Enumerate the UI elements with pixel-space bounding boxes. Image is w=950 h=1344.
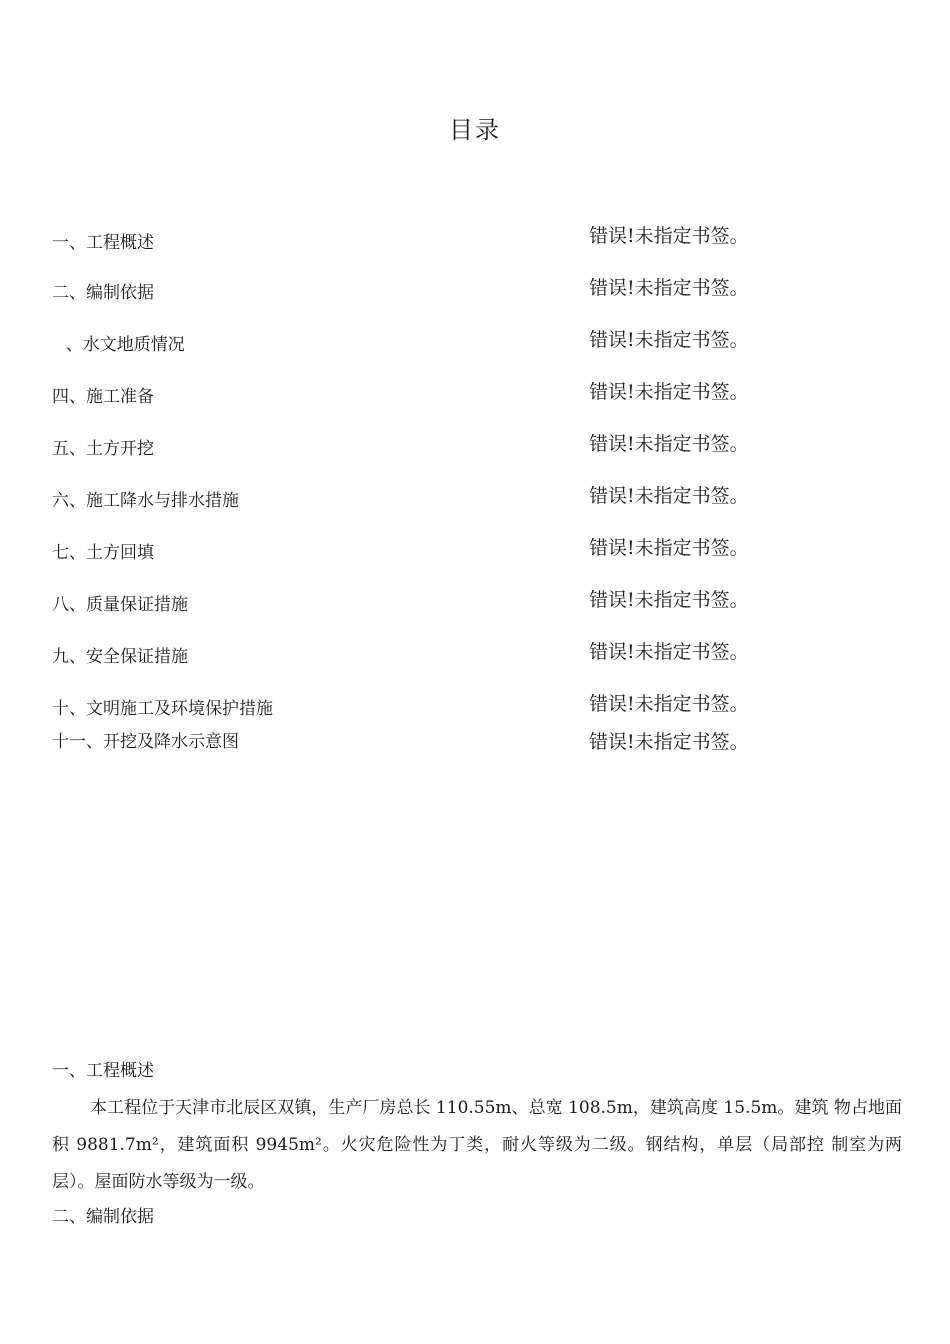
toc-entry[interactable] (0, 590, 950, 620)
toc-entry[interactable] (0, 538, 950, 568)
overview-paragraph (52, 1090, 902, 1201)
overview-paragraph-text: 本工程位于天津市北辰区双镇，生产厂房总长 110.55m、总宽 108.5m，建筑高度 15.5m。建筑 物占地面积 9881.7m²，建筑面积 9945m²。火灾危险性为丁类，耐火等级为二级。钢结构，单层（局部控 制室为两层）。屋面防水等级为一级。 (52, 1098, 902, 1192)
toc-entry-label: 九、安全保证措施 (52, 647, 188, 667)
toc-entry-label: 、水文地质情况 (55, 335, 185, 355)
toc-entry-label: 十、文明施工及环境保护措施 (52, 699, 273, 719)
toc-entry-label: 八、质量保证措施 (52, 595, 188, 615)
toc-entry[interactable] (0, 382, 950, 412)
toc-entry-page: 错误!未指定书签。 (589, 225, 749, 247)
toc-entry[interactable] (0, 694, 950, 724)
section-heading-overview: 一、工程概述 (52, 1061, 154, 1081)
toc-title: 目录 (449, 116, 501, 144)
toc-entry-page: 错误!未指定书签。 (589, 485, 749, 507)
toc-entry[interactable] (0, 434, 950, 464)
section-heading-basis: 二、编制依据 (52, 1207, 154, 1227)
toc-entry[interactable] (0, 727, 950, 757)
toc-entry-page: 错误!未指定书签。 (589, 329, 749, 351)
toc-entry[interactable] (0, 330, 950, 360)
toc-entry[interactable] (0, 642, 950, 672)
toc-entry-page: 错误!未指定书签。 (589, 381, 749, 403)
toc-entry-label: 十一、开挖及降水示意图 (52, 732, 239, 752)
toc-entry-page: 错误!未指定书签。 (589, 641, 749, 663)
toc-entry-page: 错误!未指定书签。 (589, 433, 749, 455)
toc-entry-label: 五、土方开挖 (52, 439, 154, 459)
toc-entry[interactable] (0, 486, 950, 516)
toc-entry-label: 七、土方回填 (52, 543, 154, 563)
toc-entry-label: 一、工程概述 (52, 233, 154, 253)
toc-entry-page: 错误!未指定书签。 (589, 589, 749, 611)
toc-entry-page: 错误!未指定书签。 (589, 537, 749, 559)
toc-entry-label: 二、编制依据 (52, 283, 154, 303)
toc-entry-label: 四、施工准备 (52, 387, 154, 407)
toc-entry[interactable] (0, 278, 950, 308)
toc-entry[interactable] (0, 226, 950, 256)
toc-entry-label: 六、施工降水与排水措施 (52, 491, 239, 511)
toc-entry-page: 错误!未指定书签。 (589, 277, 749, 299)
toc-entry-page: 错误!未指定书签。 (589, 693, 749, 715)
toc-entry-page: 错误!未指定书签。 (589, 731, 749, 753)
